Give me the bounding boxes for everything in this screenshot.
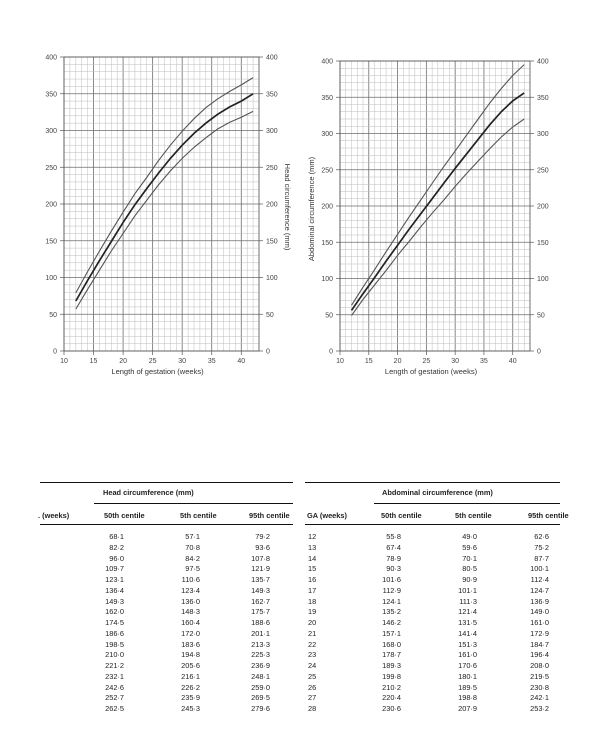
abd-table-cell-5th: 151·3 xyxy=(458,639,477,649)
head-table-cell-50th: 109·7 xyxy=(105,564,124,574)
abd-table-cell-5th: 101·1 xyxy=(458,585,477,595)
head-table-cell-50th: 162·0 xyxy=(105,607,124,617)
head-table-cell-95th: 175·7 xyxy=(251,607,270,617)
head-chart-x-tick-label: 20 xyxy=(119,358,127,365)
head-table-cell-5th: 97·5 xyxy=(185,564,200,574)
head-table-cell-5th: 70·8 xyxy=(185,542,200,552)
abd-chart-y-tick-label-right: 350 xyxy=(537,94,549,102)
abd-chart-x-axis-label: Length of gestation (weeks) xyxy=(384,367,478,376)
head-chart-y-axis-label: Head circumference (mm) xyxy=(283,163,292,251)
abd-table-cell-50th: 124·1 xyxy=(382,596,401,606)
head-table-cell-5th: 226·2 xyxy=(181,682,200,692)
abd-table-col-5th xyxy=(458,532,477,715)
abd-table-title: Abdominal circumference (mm) xyxy=(382,488,493,497)
abd-table-cell-5th: 90·9 xyxy=(462,575,477,584)
abd-table-cell-50th: 178·7 xyxy=(382,650,401,660)
head-table-cell-5th: 84·2 xyxy=(185,553,200,563)
head-table-cell-95th: 236·9 xyxy=(251,661,270,670)
abd-table-cell-ga: 25 xyxy=(308,671,317,681)
abd-table-cell-50th: 55·8 xyxy=(386,532,401,541)
head-table-cell-5th: 110·6 xyxy=(181,575,200,584)
abd-table-cell-95th: 184·7 xyxy=(530,639,549,649)
head-table-title: Head circumference (mm) xyxy=(103,488,194,497)
head-chart-x-tick-label: 30 xyxy=(178,358,187,365)
abd-chart-y-axis-label: Abdominal circumference (mm) xyxy=(307,156,316,262)
abd-chart-x-tick-label: 40 xyxy=(508,358,517,365)
abd-table-header-50th: 50th centile xyxy=(381,511,422,520)
head-table-cell-95th: 213·3 xyxy=(251,639,270,649)
head-chart-x-tick-label: 25 xyxy=(148,358,157,365)
abd-table-cell-5th: 131·5 xyxy=(458,618,477,627)
head-chart-y-tick-label-right: 400 xyxy=(266,54,278,62)
head-table-cell-5th: 136·0 xyxy=(181,596,200,606)
abd-table-cell-5th: 70·1 xyxy=(462,553,477,563)
head-table-cell-5th: 57·1 xyxy=(185,532,200,541)
head-table-cell-95th: 248·1 xyxy=(251,671,270,681)
abd-chart-y-tick-label-left: 200 xyxy=(321,203,333,211)
head-chart-y-tick-label-left: 200 xyxy=(45,201,57,209)
abd-table-cell-ga: 22 xyxy=(308,639,317,649)
head-table-cell-95th: 135·7 xyxy=(251,575,270,584)
head-table-cell-50th: 96·0 xyxy=(109,553,124,563)
head-chart-x-tick-label: 15 xyxy=(89,358,98,365)
head-table-cell-95th: 107·8 xyxy=(251,553,270,563)
abd-chart-y-tick-label-left: 50 xyxy=(325,312,333,320)
abd-table-cell-95th: 124·7 xyxy=(530,585,549,595)
abd-table-cell-5th: 121·4 xyxy=(458,607,477,617)
abd-chart-y-tick-label-right: 100 xyxy=(537,276,549,283)
abd-chart-y-tick-label-right: 0 xyxy=(537,348,541,356)
abd-table-cell-ga: 17 xyxy=(308,585,317,595)
head-table-header-5th: 5th centile xyxy=(180,511,217,520)
head-chart-x-tick-label: 40 xyxy=(237,358,246,365)
head-table-cell-95th: 149·3 xyxy=(251,585,270,595)
head-table-cell-95th: 188·6 xyxy=(251,618,270,627)
head-table-cell-5th: 172·0 xyxy=(181,628,200,638)
abd-chart-y-tick-label-right: 50 xyxy=(537,312,545,320)
abd-chart-y-tick-label-left: 400 xyxy=(321,58,333,66)
abd-table-col-ga xyxy=(308,532,316,715)
head-table-cell-5th: 194·8 xyxy=(181,650,200,660)
abd-table-cell-ga: 16 xyxy=(308,575,317,584)
abd-chart-y-tick-label-left: 0 xyxy=(329,348,333,356)
abd-chart-x-tick-label: 20 xyxy=(393,358,402,365)
head-table-cell-50th: 123·1 xyxy=(105,575,124,584)
abd-table-cell-50th: 90·3 xyxy=(386,564,401,574)
abd-table-cell-50th: 101·6 xyxy=(382,575,401,584)
head-table-cell-95th: 279·6 xyxy=(251,704,270,713)
abd-table-cell-95th: 149·0 xyxy=(530,607,549,617)
abd-chart-y-tick-label-right: 250 xyxy=(537,167,549,175)
abd-table-col-50th xyxy=(382,532,401,715)
abd-chart-y-tick-label-right: 200 xyxy=(537,203,549,211)
abd-table-cell-95th: 87·7 xyxy=(534,553,549,563)
abd-table-cell-50th: 189·3 xyxy=(382,661,401,670)
abd-table-cell-95th: 75·2 xyxy=(534,542,549,552)
abd-table-header-rule xyxy=(305,524,560,525)
abd-table-cell-5th: 170·6 xyxy=(458,661,477,670)
abd-table-cell-50th: 230·6 xyxy=(382,704,401,713)
abd-table-cell-ga: 24 xyxy=(308,661,317,670)
head-table-cell-50th: 186·6 xyxy=(105,628,124,638)
head-table-cell-5th: 148·3 xyxy=(181,607,200,617)
head-table-cell-5th: 123·4 xyxy=(181,585,200,595)
abd-table-cell-95th: 253·2 xyxy=(530,704,549,713)
abd-table-cell-95th: 100·1 xyxy=(530,564,549,574)
head-chart-y-tick-label-right: 350 xyxy=(266,91,278,99)
abd-table-cell-5th: 207·9 xyxy=(458,704,477,713)
abd-table-cell-50th: 168·0 xyxy=(382,639,401,649)
abd-table-cell-50th: 146·2 xyxy=(382,618,401,627)
head-table-cell-95th: 225·3 xyxy=(251,650,270,660)
abd-table-cell-ga: 27 xyxy=(308,693,317,703)
head-table-cell-50th: 242·6 xyxy=(105,682,124,692)
head-table-header-95th: 95th centile xyxy=(249,511,290,520)
head-chart-y-tick-label-left: 350 xyxy=(45,91,57,99)
head-chart-y-tick-label-left: 250 xyxy=(45,164,57,172)
abd-table-cell-ga: 15 xyxy=(308,564,317,574)
head-table-cell-50th: 252·7 xyxy=(105,693,124,703)
abd-table-cell-ga: 18 xyxy=(308,596,317,606)
abd-table-cell-95th: 172·9 xyxy=(530,628,549,638)
abd-table-cell-ga: 23 xyxy=(308,650,317,660)
head-chart-x-tick-label: 10 xyxy=(60,358,68,365)
abd-table-cell-5th: 49·0 xyxy=(462,532,477,541)
head-chart-y-tick-label-right: 200 xyxy=(266,201,278,209)
head-chart-y-tick-label-left: 400 xyxy=(45,54,57,62)
abd-table-cell-5th: 180·1 xyxy=(458,671,477,681)
abd-chart-grid xyxy=(340,61,530,351)
abd-chart-y-tick-label-right: 300 xyxy=(537,131,549,138)
abd-table-cell-ga: 28 xyxy=(308,704,317,713)
abd-chart-x-tick-label: 35 xyxy=(480,358,488,365)
abd-table-cell-5th: 59·6 xyxy=(462,542,477,552)
abd-table-cell-95th: 62·6 xyxy=(534,532,549,541)
abd-table-cell-ga: 12 xyxy=(308,532,317,541)
head-table-cell-95th: 79·2 xyxy=(255,532,270,541)
head-chart-y-tick-label-right: 100 xyxy=(266,275,278,282)
head-chart-x-axis-label: Length of gestation (weeks) xyxy=(111,367,204,376)
abd-table-cell-95th: 242·1 xyxy=(530,693,549,703)
abd-table-cell-50th: 210·2 xyxy=(382,682,401,692)
abd-table-ga-header: GA (weeks) xyxy=(307,511,347,520)
abd-chart-y-tick-label-left: 100 xyxy=(321,276,333,283)
head-chart-x-tick-label: 35 xyxy=(207,358,216,365)
abd-table-cell-95th: 161·0 xyxy=(530,618,549,627)
abd-table-top-rule xyxy=(305,482,560,483)
abd-table-cell-50th: 199·8 xyxy=(382,671,401,681)
abd-chart-y-tick-label-right: 400 xyxy=(537,58,549,66)
head-chart-y-tick-label-right: 50 xyxy=(266,311,274,319)
abd-table-cell-ga: 19 xyxy=(308,607,317,617)
abd-table-cell-5th: 111·3 xyxy=(459,596,477,606)
head-chart-y-tick-label-right: 0 xyxy=(266,348,270,356)
head-table-header-50th: 50th centile xyxy=(104,511,145,520)
abd-table-cell-50th: 112·9 xyxy=(382,585,401,595)
abd-table-col-95th xyxy=(530,532,549,715)
head-table-cell-5th: 205·6 xyxy=(181,661,200,670)
abd-chart-y-tick-label-left: 150 xyxy=(321,239,333,247)
abd-table-cell-95th: 208·0 xyxy=(530,661,549,670)
abd-table-cell-95th: 230·8 xyxy=(530,682,549,692)
abd-table-cell-95th: 112·4 xyxy=(530,575,549,584)
abd-table-cell-5th: 198·8 xyxy=(458,693,477,703)
abd-table-cell-ga: 13 xyxy=(308,542,317,552)
head-table-cell-5th: 235·9 xyxy=(181,693,200,703)
abd-table-cell-50th: 220·4 xyxy=(382,693,401,703)
head-table-cell-5th: 160·4 xyxy=(181,618,200,627)
head-table-cell-50th: 136·4 xyxy=(105,585,124,595)
abd-table-header-5th: 5th centile xyxy=(455,511,492,520)
abd-table-cell-ga: 21 xyxy=(308,628,317,638)
head-chart-y-tick-label-left: 100 xyxy=(45,275,57,282)
abd-chart-x-tick-label: 15 xyxy=(364,358,373,365)
abd-table-cell-95th: 136·9 xyxy=(530,596,549,606)
abd-table-cell-50th: 67·4 xyxy=(386,542,401,552)
head-table-cell-50th: 82·2 xyxy=(109,542,124,552)
head-chart-y-tick-label-left: 150 xyxy=(45,238,57,246)
head-table-ga-header: . (weeks) xyxy=(38,511,70,520)
head-table-cell-50th: 221·2 xyxy=(105,661,124,670)
head-table-cell-50th: 262·5 xyxy=(105,704,124,713)
head-chart-y-tick-label-left: 50 xyxy=(49,311,57,319)
head-table-cell-95th: 201·1 xyxy=(251,628,270,638)
abd-chart-y-tick-label-left: 250 xyxy=(321,167,333,175)
abd-table-header-95th: 95th centile xyxy=(528,511,569,520)
head-chart-y-tick-label-right: 250 xyxy=(266,164,278,172)
head-table-cell-5th: 183·6 xyxy=(181,639,200,649)
abd-chart-x-tick-label: 10 xyxy=(336,358,344,365)
head-table-cell-95th: 269·5 xyxy=(251,693,270,703)
abd-chart-x-tick-label: 25 xyxy=(422,358,431,365)
head-table-cell-95th: 93·6 xyxy=(255,542,270,552)
abd-table-cell-95th: 219·5 xyxy=(530,671,549,681)
head-table-cell-50th: 232·1 xyxy=(105,671,124,681)
head-chart-y-tick-label-left: 0 xyxy=(53,348,57,356)
head-table-cell-95th: 121·9 xyxy=(251,564,270,574)
abd-table-cell-50th: 135·2 xyxy=(382,607,401,617)
head-chart-y-tick-label-right: 150 xyxy=(266,238,278,246)
abd-table-cell-50th: 157·1 xyxy=(382,628,401,638)
head-table-cell-50th: 149·3 xyxy=(105,596,124,606)
abd-table-cell-ga: 20 xyxy=(308,618,317,627)
head-table-cell-50th: 198·5 xyxy=(105,639,124,649)
abd-chart-y-tick-label-right: 150 xyxy=(537,239,549,247)
abd-chart-y-tick-label-left: 300 xyxy=(321,131,333,138)
abd-table-cell-ga: 14 xyxy=(308,553,317,563)
head-table-cell-50th: 68·1 xyxy=(109,532,124,541)
head-table-cell-5th: 216·1 xyxy=(181,671,200,681)
head-table-cell-50th: 174·5 xyxy=(105,618,124,627)
abd-table-sub-rule xyxy=(374,503,560,504)
abd-table-cell-95th: 196·4 xyxy=(530,650,549,660)
abd-table-cell-5th: 141·4 xyxy=(458,628,477,638)
head-table-cell-50th: 210·0 xyxy=(105,650,124,660)
abd-chart-y-tick-label-left: 350 xyxy=(321,94,333,102)
head-table-cell-95th: 162·7 xyxy=(251,596,270,606)
abd-table-cell-ga: 26 xyxy=(308,682,317,692)
abd-table-cell-5th: 189·5 xyxy=(458,682,477,692)
head-chart-y-tick-label-left: 300 xyxy=(45,128,57,135)
abd-chart-x-tick-label: 30 xyxy=(451,358,460,365)
head-chart-y-tick-label-right: 300 xyxy=(266,128,278,135)
abd-table-cell-5th: 161·0 xyxy=(458,650,477,660)
abd-table-cell-5th: 80·5 xyxy=(462,564,477,574)
head-table-cell-5th: 245·3 xyxy=(181,704,200,713)
abd-table-cell-50th: 78·9 xyxy=(386,553,401,563)
head-table-cell-95th: 259·0 xyxy=(251,682,270,692)
